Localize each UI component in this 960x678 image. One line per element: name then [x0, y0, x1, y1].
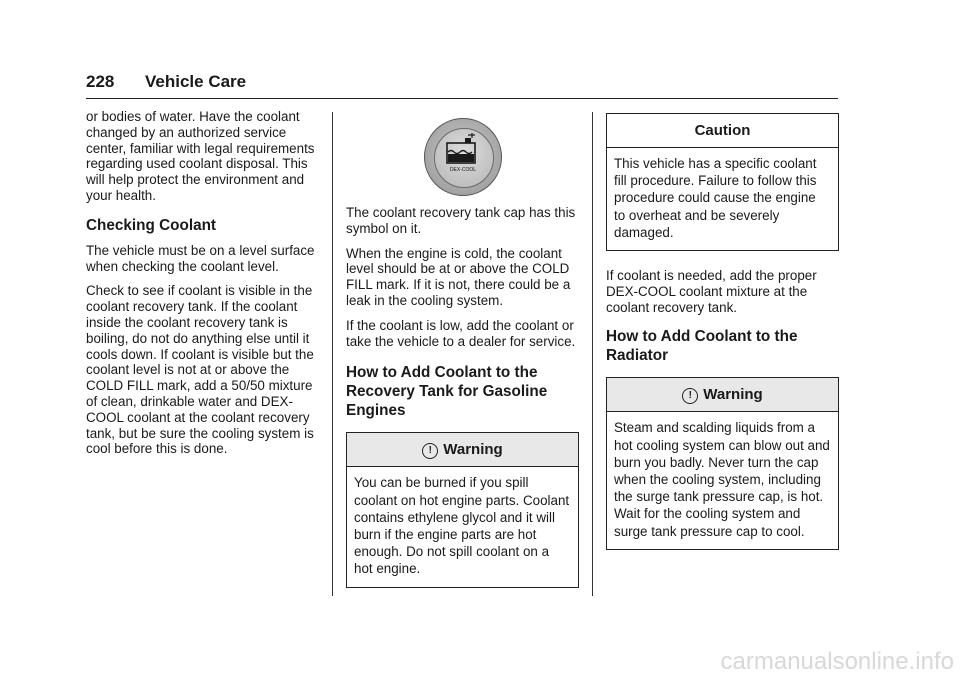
- section-title: Vehicle Care: [145, 72, 247, 91]
- warning-circle-exclamation-icon: !: [422, 443, 438, 459]
- paragraph: or bodies of water. Have the coolant changed by an authorized service center, familiar with legal requirements regarding used coolant disposal. This will help protect the environment and your health.: [86, 109, 315, 203]
- paragraph: The vehicle must be on a level surface when checking the coolant level.: [86, 242, 315, 274]
- column-divider: [592, 112, 593, 596]
- warning-title: Warning: [703, 386, 763, 404]
- caution-text: This vehicle has a specific coolant fill procedure. Failure to follow this procedure could cause the engine to overheat and be severely damaged.: [614, 156, 817, 240]
- dex-cool-label: DEX-COOL: [449, 167, 477, 173]
- warning-header: [347, 433, 578, 467]
- caution-header: [607, 114, 838, 148]
- warning-box: [606, 377, 839, 549]
- warning-text: Steam and scalding liquids from a hot cooling system can blow out and burn you badly. Never turn the cap when the cooling system, including the surge tank pressure cap, is hot. Wait for the cooling system and surge tank pressure cap to cool.: [614, 420, 830, 539]
- coolant-pictogram: [425, 119, 501, 195]
- paragraph: Check to see if coolant is visible in the coolant recovery tank. If the coolant inside the coolant recovery tank is boiling, do not do anything else until it cools down. If coolant is visible but the coolant level is not at or above the COLD FILL mark, add a 50/50 mixture of clean, drinkable water and DEX-COOL coolant at the coolant recovery tank, but be sure the cooling system is cool before this is done.: [86, 283, 314, 457]
- column-right: [606, 113, 839, 564]
- warning-title: Warning: [443, 441, 503, 459]
- column-middle: [346, 109, 579, 602]
- heading-add-coolant-recovery-tank: How to Add Coolant to the Recovery Tank for Gasoline Engines: [346, 364, 548, 420]
- coolant-cap-symbol-icon: [424, 118, 502, 196]
- warning-circle-exclamation-icon: !: [682, 388, 698, 404]
- paragraph: When the engine is cold, the coolant level should be at or above the COLD FILL mark. If it is not, there could be a leak in the cooling system.: [346, 245, 571, 308]
- warning-header: [607, 378, 838, 412]
- watermark: carmanualsonline.info: [720, 648, 954, 675]
- coolant-symbol-figure: [346, 109, 579, 205]
- caution-box: [606, 113, 839, 251]
- page-number: 228: [86, 72, 115, 91]
- page-header: [86, 68, 838, 99]
- paragraph: The coolant recovery tank cap has this symbol on it.: [346, 205, 576, 236]
- column-divider: [332, 112, 333, 596]
- column-left: [86, 109, 320, 466]
- heading-add-coolant-radiator: How to Add Coolant to the Radiator: [606, 328, 798, 365]
- paragraph: If the coolant is low, add the coolant or take the vehicle to a dealer for service.: [346, 317, 576, 349]
- warning-box: [346, 432, 579, 587]
- heading-checking-coolant: Checking Coolant: [86, 216, 217, 234]
- caution-title: Caution: [694, 122, 751, 139]
- warning-text: You can be burned if you spill coolant on hot engine parts. Coolant contains ethylene glycol and it will burn if the engine parts are hot enough. Do not spill coolant on a hot engine.: [354, 475, 570, 577]
- paragraph: If coolant is needed, add the proper DEX-COOL coolant mixture at the coolant recovery tank.: [606, 268, 817, 315]
